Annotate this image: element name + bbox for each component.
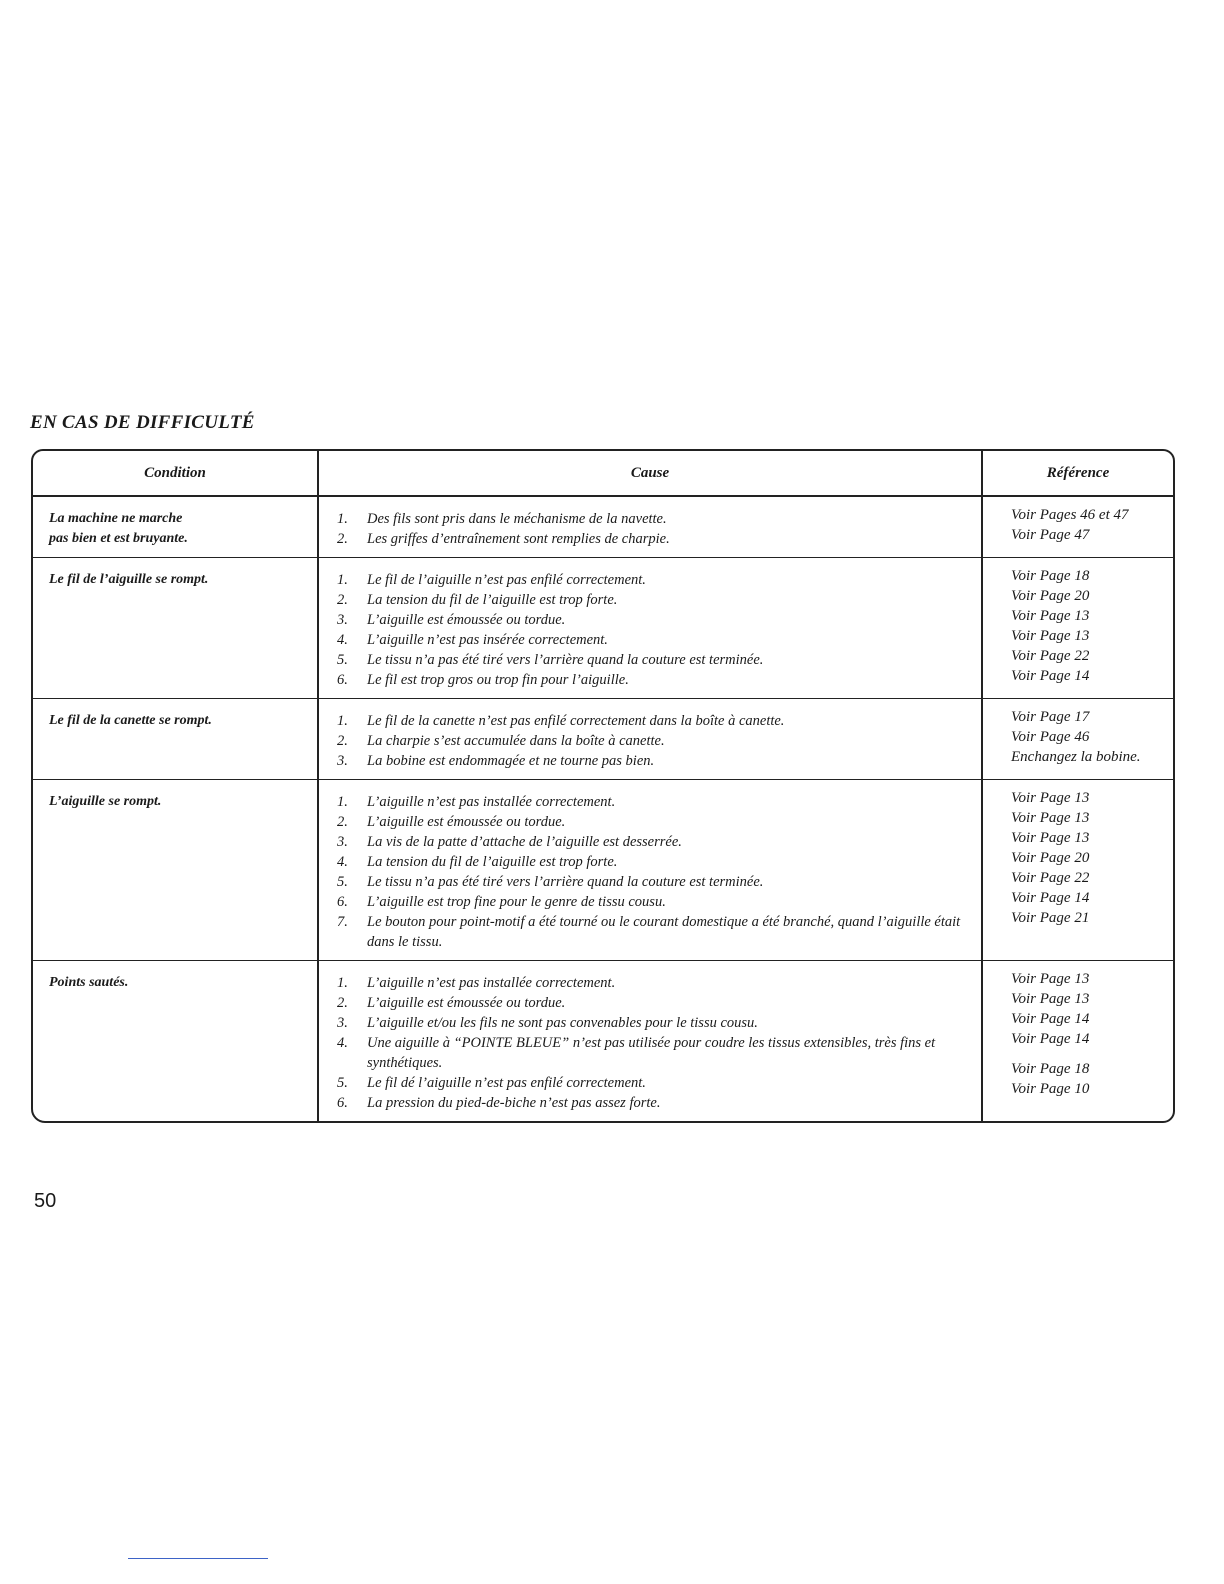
cause-text: L’aiguille n’est pas installée correctement. bbox=[367, 975, 616, 991]
reference-text: Voir Page 13 bbox=[1011, 628, 1090, 644]
cause-text: Le tissu n’a pas été tiré vers l’arrière quand la couture est terminée. bbox=[367, 652, 764, 668]
cause-number: 5. bbox=[337, 652, 348, 668]
cause-item bbox=[337, 711, 967, 731]
condition-cell bbox=[33, 699, 317, 779]
reference-spacer bbox=[1011, 1049, 1159, 1059]
condition-cell bbox=[33, 780, 317, 960]
cause-item bbox=[337, 973, 967, 993]
cause-item bbox=[337, 1033, 967, 1073]
table-row bbox=[33, 780, 1173, 961]
reference-cell bbox=[981, 558, 1173, 698]
cause-cell bbox=[317, 961, 981, 1121]
cause-item bbox=[337, 912, 967, 952]
cause-item bbox=[337, 1013, 967, 1033]
cause-text: La tension du fil de l’aiguille est trop forte. bbox=[367, 592, 618, 608]
cause-number: 6. bbox=[337, 1095, 348, 1111]
cause-number: 3. bbox=[337, 1015, 348, 1031]
reference-text: Voir Page 13 bbox=[1011, 608, 1090, 624]
cause-item bbox=[337, 1073, 967, 1093]
reference-text: Voir Page 20 bbox=[1011, 850, 1090, 866]
cause-item bbox=[337, 993, 967, 1013]
reference-cell bbox=[981, 699, 1173, 779]
reference-text: Voir Page 46 bbox=[1011, 729, 1090, 745]
condition-text: Le fil de l’aiguille se rompt. bbox=[49, 572, 209, 587]
condition-text: Points sautés. bbox=[49, 975, 129, 990]
page-number: 50 bbox=[34, 1190, 57, 1212]
condition-cell bbox=[33, 558, 317, 698]
cause-number: 5. bbox=[337, 1075, 348, 1091]
cause-text: La pression du pied-de-biche n’est pas assez forte. bbox=[367, 1095, 661, 1111]
cause-number: 1. bbox=[337, 713, 348, 729]
cause-text: Le fil dé l’aiguille n’est pas enfilé correctement. bbox=[367, 1075, 646, 1091]
table-row bbox=[33, 497, 1173, 558]
cause-number: 4. bbox=[337, 854, 348, 870]
reference-text: Voir Page 13 bbox=[1011, 971, 1090, 987]
cause-number: 1. bbox=[337, 975, 348, 991]
cause-text: L’aiguille n’est pas insérée correctement. bbox=[367, 632, 608, 648]
cause-item bbox=[337, 509, 967, 529]
cause-item bbox=[337, 1093, 967, 1113]
condition-text: Le fil de la canette se rompt. bbox=[49, 713, 212, 728]
reference-text: Voir Page 14 bbox=[1011, 668, 1090, 684]
cause-list bbox=[337, 792, 967, 952]
cause-cell bbox=[317, 780, 981, 960]
cause-item bbox=[337, 630, 967, 650]
cause-number: 2. bbox=[337, 531, 348, 547]
reference-text: Voir Page 17 bbox=[1011, 709, 1090, 725]
reference-text: Voir Page 13 bbox=[1011, 810, 1090, 826]
reference-text: Voir Page 13 bbox=[1011, 991, 1090, 1007]
cause-item bbox=[337, 812, 967, 832]
cause-text: Des fils sont pris dans le méchanisme de la navette. bbox=[367, 511, 667, 527]
reference-text: Voir Page 22 bbox=[1011, 870, 1090, 886]
cause-text: La charpie s’est accumulée dans la boîte à canette. bbox=[367, 733, 665, 749]
cause-number: 6. bbox=[337, 672, 348, 688]
cause-number: 3. bbox=[337, 753, 348, 769]
cause-item bbox=[337, 751, 967, 771]
condition-cell bbox=[33, 961, 317, 1121]
cause-number: 3. bbox=[337, 834, 348, 850]
cause-text: Le fil de la canette n’est pas enfilé correctement dans la boîte à canette. bbox=[367, 713, 785, 729]
reference-text: Voir Page 18 bbox=[1011, 568, 1090, 584]
table-row bbox=[33, 558, 1173, 699]
page-title: EN CAS DE DIFFICULTÉ bbox=[30, 412, 255, 433]
cause-text: L’aiguille est émoussée ou tordue. bbox=[367, 814, 566, 830]
cause-number: 6. bbox=[337, 894, 348, 910]
reference-text: Voir Page 21 bbox=[1011, 910, 1090, 926]
cause-cell bbox=[317, 699, 981, 779]
cause-number: 1. bbox=[337, 572, 348, 588]
cause-item bbox=[337, 892, 967, 912]
cause-item bbox=[337, 731, 967, 751]
cause-number: 1. bbox=[337, 794, 348, 810]
cause-list bbox=[337, 570, 967, 690]
cause-item bbox=[337, 650, 967, 670]
cause-item bbox=[337, 852, 967, 872]
condition-cell bbox=[33, 497, 317, 557]
cause-list bbox=[337, 711, 967, 771]
cause-text: L’aiguille est émoussée ou tordue. bbox=[367, 995, 566, 1011]
reference-text: Voir Page 14 bbox=[1011, 890, 1090, 906]
reference-text: Voir Page 13 bbox=[1011, 790, 1090, 806]
table-row bbox=[33, 699, 1173, 780]
condition-text: L’aiguille se rompt. bbox=[49, 794, 162, 809]
cause-text: Les griffes d’entraînement sont remplies de charpie. bbox=[367, 531, 670, 547]
cause-text: L’aiguille est émoussée ou tordue. bbox=[367, 612, 566, 628]
reference-text: Enchangez la bobine. bbox=[1011, 749, 1141, 765]
cause-list bbox=[337, 973, 967, 1113]
cause-text: Une aiguille à “POINTE BLEUE” n’est pas utilisée pour coudre les tissus extensibles, très fins et synthétiques. bbox=[367, 1035, 936, 1071]
reference-cell bbox=[981, 780, 1173, 960]
cause-text: La tension du fil de l’aiguille est trop forte. bbox=[367, 854, 618, 870]
cause-number: 2. bbox=[337, 814, 348, 830]
cause-text: L’aiguille n’est pas installée correctement. bbox=[367, 794, 616, 810]
cause-text: La bobine est endommagée et ne tourne pas bien. bbox=[367, 753, 655, 769]
cause-cell bbox=[317, 497, 981, 557]
reference-text: Voir Page 13 bbox=[1011, 830, 1090, 846]
condition-text: pas bien et est bruyante. bbox=[49, 531, 188, 546]
header-reference: Référence bbox=[981, 451, 1173, 495]
cause-text: La vis de la patte d’attache de l’aiguille est desserrée. bbox=[367, 834, 682, 850]
cause-number: 1. bbox=[337, 511, 348, 527]
reference-text: Voir Page 20 bbox=[1011, 588, 1090, 604]
cause-text: Le tissu n’a pas été tiré vers l’arrière quand la couture est terminée. bbox=[367, 874, 764, 890]
cause-list bbox=[337, 509, 967, 549]
cause-item bbox=[337, 872, 967, 892]
reference-text: Voir Page 10 bbox=[1011, 1081, 1090, 1097]
cause-number: 2. bbox=[337, 592, 348, 608]
header-cause: Cause bbox=[317, 451, 981, 495]
reference-text: Voir Page 22 bbox=[1011, 648, 1090, 664]
cause-number: 7. bbox=[337, 914, 348, 930]
troubleshooting-table bbox=[31, 449, 1175, 1123]
cause-item bbox=[337, 590, 967, 610]
cause-number: 4. bbox=[337, 632, 348, 648]
reference-text: Voir Page 47 bbox=[1011, 527, 1090, 543]
cause-number: 3. bbox=[337, 612, 348, 628]
reference-text: Voir Page 14 bbox=[1011, 1031, 1090, 1047]
cause-number: 2. bbox=[337, 733, 348, 749]
table-body bbox=[33, 497, 1173, 1121]
condition-text: La machine ne marche bbox=[49, 511, 183, 526]
cause-text: L’aiguille est trop fine pour le genre de tissu cousu. bbox=[367, 894, 666, 910]
reference-cell bbox=[981, 497, 1173, 557]
cause-number: 5. bbox=[337, 874, 348, 890]
cause-item bbox=[337, 610, 967, 630]
cause-text: Le bouton pour point-motif a été tourné ou le courant domestique a été branché, quand l’aiguille était dans le tissu. bbox=[367, 914, 961, 950]
table-header-row bbox=[33, 451, 1173, 497]
cause-text: L’aiguille et/ou les fils ne sont pas convenables pour le tissu cousu. bbox=[367, 1015, 758, 1031]
cause-item bbox=[337, 529, 967, 549]
cause-number: 2. bbox=[337, 995, 348, 1011]
cause-item bbox=[337, 792, 967, 812]
cause-number: 4. bbox=[337, 1035, 348, 1051]
cause-cell bbox=[317, 558, 981, 698]
cause-item bbox=[337, 670, 967, 690]
table-row bbox=[33, 961, 1173, 1121]
reference-cell bbox=[981, 961, 1173, 1121]
cause-text: Le fil est trop gros ou trop fin pour l’aiguille. bbox=[367, 672, 629, 688]
reference-text: Voir Page 14 bbox=[1011, 1011, 1090, 1027]
cause-text: Le fil de l’aiguille n’est pas enfilé correctement. bbox=[367, 572, 646, 588]
reference-text: Voir Page 18 bbox=[1011, 1061, 1090, 1077]
cause-item bbox=[337, 570, 967, 590]
reference-text: Voir Pages 46 et 47 bbox=[1011, 507, 1129, 523]
header-condition: Condition bbox=[144, 464, 206, 481]
cause-item bbox=[337, 832, 967, 852]
footer-rule bbox=[128, 1558, 268, 1559]
